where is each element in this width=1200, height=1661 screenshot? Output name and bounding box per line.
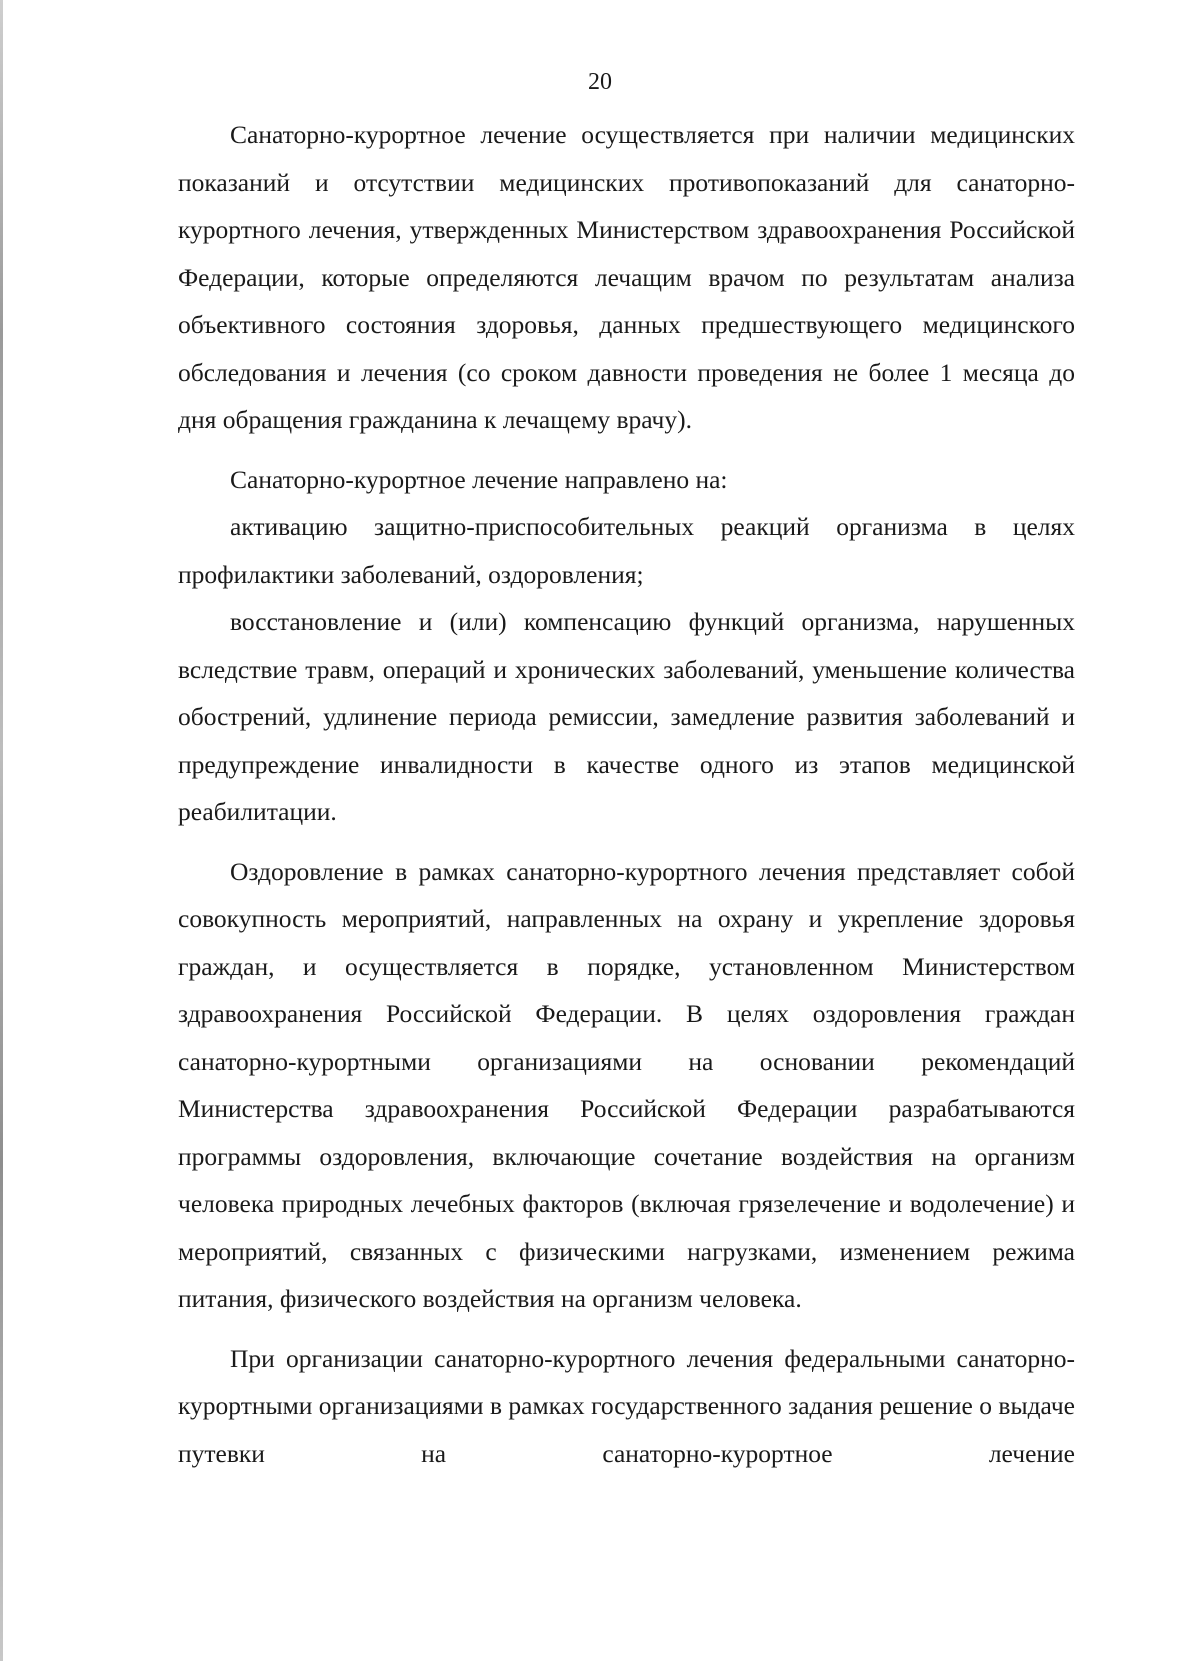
- page-number: 20: [588, 69, 612, 95]
- paragraph-indications: Санаторно-курортное лечение осуществляется при наличии медицинских показаний и отсутствии медицинских противопоказаний для санаторно-курортного лечения, утвержденных Министерством здравоохранения Российской Федерации, которые определяются лечащим врачом по результатам анализа объективного состояния здоровья, данных предшествующего медицинского обследования и лечения (со сроком давности проведения не более 1 месяца до дня обращения гражданина к лечащему врачу).: [178, 120, 1075, 434]
- document-body: [178, 111, 1075, 1477]
- paragraph-federal-organizations: При организации санаторно-курортного лечения федеральными санаторно-курортными организациями в рамках государственного задания решение о выдаче путевки на санаторно-курортное лечение: [178, 1343, 1075, 1468]
- paragraph-health-improvement: Оздоровление в рамках санаторно-курортного лечения представляет собой совокупность мероприятий, направленных на охрану и укрепление здоровья граждан, и осуществляется в порядке, установленном Министерством здравоохранения Российской Федерации. В целях оздоровления граждан санаторно-курортными организациями на основании рекомендаций Министерства здравоохранения Российской Федерации разрабатываются программы оздоровления, включающие сочетание воздействия на организм человека природных лечебных факторов (включая грязелечение и водолечение) и мероприятий, связанных с физическими нагрузками, изменением режима питания, физического воздействия на организм человека.: [178, 856, 1075, 1313]
- paragraph-aim-activation: активацию защитно-приспособительных реакций организма в целях профилактики заболеваний, оздоровления;: [178, 512, 1075, 589]
- paragraph-aim-restoration: восстановление и (или) компенсацию функций организма, нарушенных вследствие травм, операций и хронических заболеваний, уменьшение количества обострений, удлинение периода ремиссии, замедление развития заболеваний и предупреждение инвалидности в качестве одного из этапов медицинской реабилитации.: [178, 607, 1075, 826]
- scan-edge-shadow: [0, 0, 3, 1661]
- paragraph-aims-intro: Санаторно-курортное лечение направлено на:: [230, 464, 728, 494]
